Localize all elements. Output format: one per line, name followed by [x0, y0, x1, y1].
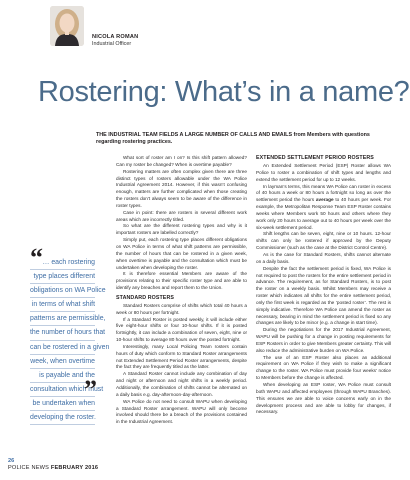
pull-quote-line: the number of hours that [30, 326, 95, 340]
pull-quote-line: can be rostered in a given [30, 341, 95, 355]
paragraph: If a Standard Roster is posted weekly, it will include either five eight-hour shifts or four 10-hour shifts. If it is posted fortnightly, it can include a combination of seven, eight, nine or 10-hour shifts to average 80 hours over the posted fortnight. [116, 316, 247, 343]
pull-quote-line: developing the roster. [30, 411, 95, 425]
paragraph: Standard Rosters comprise of shifts which total 40 hours a week or 80 hours per fortnight. [116, 302, 247, 315]
publication-name: POLICE NEWS [8, 465, 50, 471]
paragraph: So what are the different rostering types and why is it important rosters are labelled correctly? [116, 223, 247, 236]
author-role: Industrial Officer [92, 41, 132, 47]
pull-quote-line: is payable and the [30, 369, 95, 383]
paragraph: What sort of roster am I on? Is this shift pattern allowed? Can my roster be changed? When is overtime payable? [116, 155, 247, 167]
paragraph: A Standard Roster cannot include any combination of day and night or afternoon and night shifts in a weekly period. Additionally, the combination of shifts cannot be alternated on a daily basis e.g. day-afternoon-day-afternoon. [116, 371, 247, 397]
paragraph: As is the case for Standard Rosters, shifts cannot alternate on a daily basis. [256, 251, 391, 264]
paragraph [256, 184, 391, 232]
author-name: NICOLA ROMAN [92, 34, 139, 40]
publication-line [8, 465, 98, 472]
article-column-right [256, 155, 391, 416]
paragraph: The use of an ESP Roster also places an additional requirement on WA Police if they wish to make a significant change to the roster. WA Police must provide four weeks’ notice to Members before the change is affected. [256, 354, 391, 381]
paragraph: Case in point: there are rosters in several different work areas which are incorrectly titled. [116, 209, 247, 222]
pull-quote-line: patterns are permissible, [30, 312, 95, 326]
emphasis-average: average [315, 197, 334, 203]
author-text [92, 6, 138, 48]
paragraph: Rostering matters are often complex given there are three distinct types of rosters allowable under the WA Police Industrial Agreement 2014. However, if this wasn’t confusing enough, matters are further complicated when those creating the rosters don’t always seem to be aware of the difference in roster types. [116, 168, 247, 208]
author-byline [50, 6, 138, 50]
page-folio [8, 458, 98, 472]
author-photo [50, 6, 84, 46]
pull-quote-line: week, when overtime [30, 355, 95, 369]
paragraph: Interestingly, many Local Policing Team rosters contain hours of duty which conform to Standard Roster arrangements not Extended Settlement Period Roster arrangements, despite the fact they are frequently titled as the latter. [116, 343, 247, 370]
article-column-left [116, 155, 247, 426]
author-portrait-image [50, 6, 84, 46]
pull-quote-line: … each rostering [30, 256, 95, 270]
pull-quote-line: in terms of what shift [30, 298, 95, 312]
paragraph: During the negotiations for the 2017 Industrial Agreement, WAPU will be pushing for a change in posting requirements for ESP Rosters in order to give Members greater certainty. This will also reduce the administrative burden on WA Police. [256, 327, 391, 353]
paragraph: Simply put, each rostering type places different obligations on WA Police in terms of what shift patterns are permissible, the number of hours that can be rostered in a given week, when overtime is payable and the consultation which must be undertaken when developing the roster. [116, 237, 247, 270]
pull-quote-line: consultation which must [30, 383, 95, 397]
paragraph: An Extended Settlement Period (ESP) Roster allows WA Police to roster a combination of shift types and lengths and extend the settlement period for up to 12 weeks. [256, 163, 391, 182]
paragraph-text: to 40 hours per week. For example, the Metropolitan Response Team ESP Roster contains weeks where Members work 50 hours and others where they work only 20 hours to average out to 40 hours per week over the six-week settlement period. [256, 197, 392, 230]
section-heading-standard-rosters: STANDARD ROSTERS [116, 294, 175, 301]
paragraph: WA Police do not need to consult WAPU when developing a Standard Roster arrangement. WAPU will only become involved should there be a breach of the provisions contained in the Industrial Agreement. [116, 398, 247, 425]
paragraph: Despite the fact the settlement period is fixed, WA Police is not required to post the rosters for the entire settlement period in advance. The requirement, as for Standard Rosters, is to post the roster on a weekly basis. Whilst Members may receive a roster which indicates all shifts for the entire settlement period, only the first week is regarded as the ‘posted roster’. The rest is simply indicative. Therefore WA Police can amend the roster as necessary, bearing in mind the settlement period is fixed so any changes are likely to be minor (e.g. a change in start time). [256, 265, 391, 326]
article-intro: THE INDUSTRIAL TEAM FIELDS A LARGE NUMBER OF CALLS AND EMAILS from Members with questions regarding rostering practices. [96, 132, 370, 146]
pull-quote-line: be undertaken when [30, 397, 95, 411]
paragraph-text: In layman’s terms, this means WA Police can roster in excess of 40 hours a week or 80 hours a fortnight so long as over the settlement period the hours [256, 183, 391, 203]
pull-quote-line: type places different [30, 270, 95, 284]
section-heading-esp-rosters: EXTENDED SETTLEMENT PERIOD ROSTERS [256, 155, 374, 161]
open-quote-mark: “ [30, 243, 43, 272]
publication-issue: FEBRUARY 2016 [50, 465, 99, 471]
pull-quote-line: obligations on WA Police [30, 284, 95, 298]
pull-quote [30, 243, 110, 422]
paragraph: Shift lengths can be seven, eight, nine or 10 hours. 12-hour shifts can only be rostered if approved by the Deputy Commissioner (such as the case at the District Control Centre). [256, 231, 391, 251]
page-number: 26 [8, 458, 15, 464]
paragraph: It is therefore essential Members are aware of the provisions relating to their specific roster type and are able to identify any breaches and report them to the Union. [116, 271, 247, 291]
article-title: Rostering: What’s in a name? [38, 76, 410, 108]
paragraph: When developing an ESP roster, WA Police must consult both WAPU and affected employees (through WAPU Branches). This ensures we are able to voice concerns early on in the development process and are able to lobby for changes, if necessary. [256, 382, 391, 415]
close-quote-mark: ” [84, 375, 97, 404]
